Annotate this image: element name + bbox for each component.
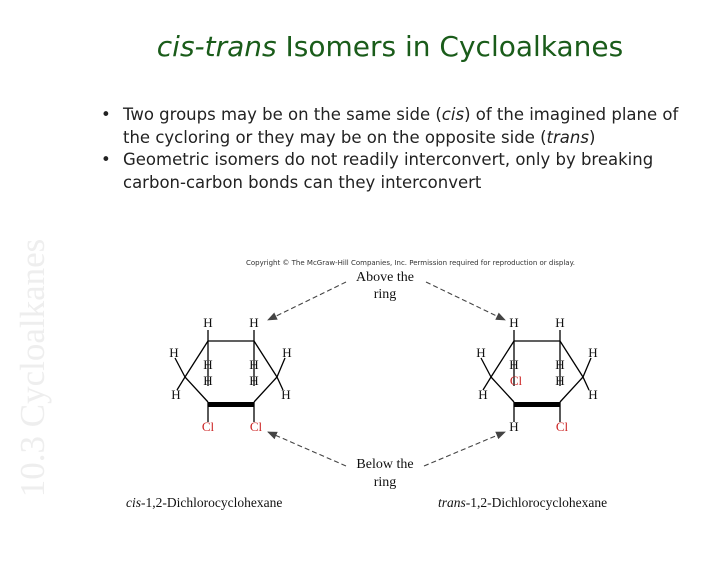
arrow-below-to-trans	[424, 432, 505, 466]
atom-h: H	[281, 387, 291, 402]
bullet-text: ) of the imagined plane of the cycloring or they may be on the opposite side (	[123, 105, 679, 147]
trans-bonds	[481, 330, 591, 422]
cis-caption: cis-1,2-Dichlorocyclohexane	[126, 495, 283, 510]
trans-molecule	[438, 315, 607, 510]
cis-atom-labels	[169, 315, 291, 402]
arrow-above-to-trans	[426, 282, 505, 320]
title-rest: Isomers in Cycloalkanes	[276, 30, 624, 63]
label-below-line1: Below the	[356, 457, 414, 472]
label-above-line1: Above the	[356, 270, 414, 285]
trans-atom-labels	[476, 315, 597, 434]
arrow-below-to-cis	[268, 432, 346, 466]
label-below-line2: ring	[373, 475, 397, 490]
atom-h: H	[509, 315, 519, 330]
atom-h: H	[249, 373, 259, 388]
bullet-text: Geometric isomers do not readily interconvert, only by breaking carbon-carbon bonds can they interconvert	[123, 150, 654, 192]
atom-h: H	[476, 345, 486, 360]
copyright-notice: Copyright © The McGraw-Hill Companies, Inc. Permission required for reproduction or display.	[246, 259, 575, 267]
title-italic-part: cis-trans	[156, 30, 277, 63]
cis-molecule	[126, 315, 292, 510]
atom-h: H	[282, 345, 292, 360]
atom-cl: Cl	[555, 419, 569, 434]
atom-h: H	[249, 315, 259, 330]
side-title: 10.3 Cycloalkanes	[13, 238, 52, 498]
atom-h: H	[169, 345, 179, 360]
atom-h: H	[203, 315, 213, 330]
label-above-line2: ring	[373, 287, 397, 302]
trans-front-bond	[514, 402, 560, 407]
arrow-labels	[356, 270, 414, 490]
atom-h: H	[555, 373, 565, 388]
bullet-italic-cis: cis	[441, 105, 465, 124]
cis-bonds	[175, 330, 285, 422]
atom-h: H	[588, 387, 598, 402]
trans-caption: trans-1,2-Dichlorocyclohexane	[438, 495, 608, 510]
dashed-arrows	[268, 282, 505, 466]
cis-front-bond	[208, 402, 254, 407]
atom-h: H	[478, 387, 488, 402]
atom-h: H	[509, 357, 519, 372]
bullet-italic-trans: trans	[546, 127, 589, 147]
atom-cl: Cl	[201, 419, 215, 434]
bullet-text: )	[588, 127, 596, 147]
atom-h: H	[555, 315, 565, 330]
atom-h: H	[555, 357, 565, 372]
atom-h: H	[588, 345, 598, 360]
bullet-text: Two groups may be on the same side (	[123, 105, 442, 124]
atom-h: H	[171, 387, 181, 402]
atom-h: H	[203, 357, 213, 372]
arrow-above-to-cis	[268, 282, 346, 320]
atom-h: H	[509, 419, 519, 434]
cis-chlorines	[202, 419, 263, 434]
atom-h: H	[249, 357, 259, 372]
atom-h: H	[203, 373, 213, 388]
atom-cl: Cl	[249, 419, 263, 434]
atom-cl: Cl	[509, 373, 523, 388]
